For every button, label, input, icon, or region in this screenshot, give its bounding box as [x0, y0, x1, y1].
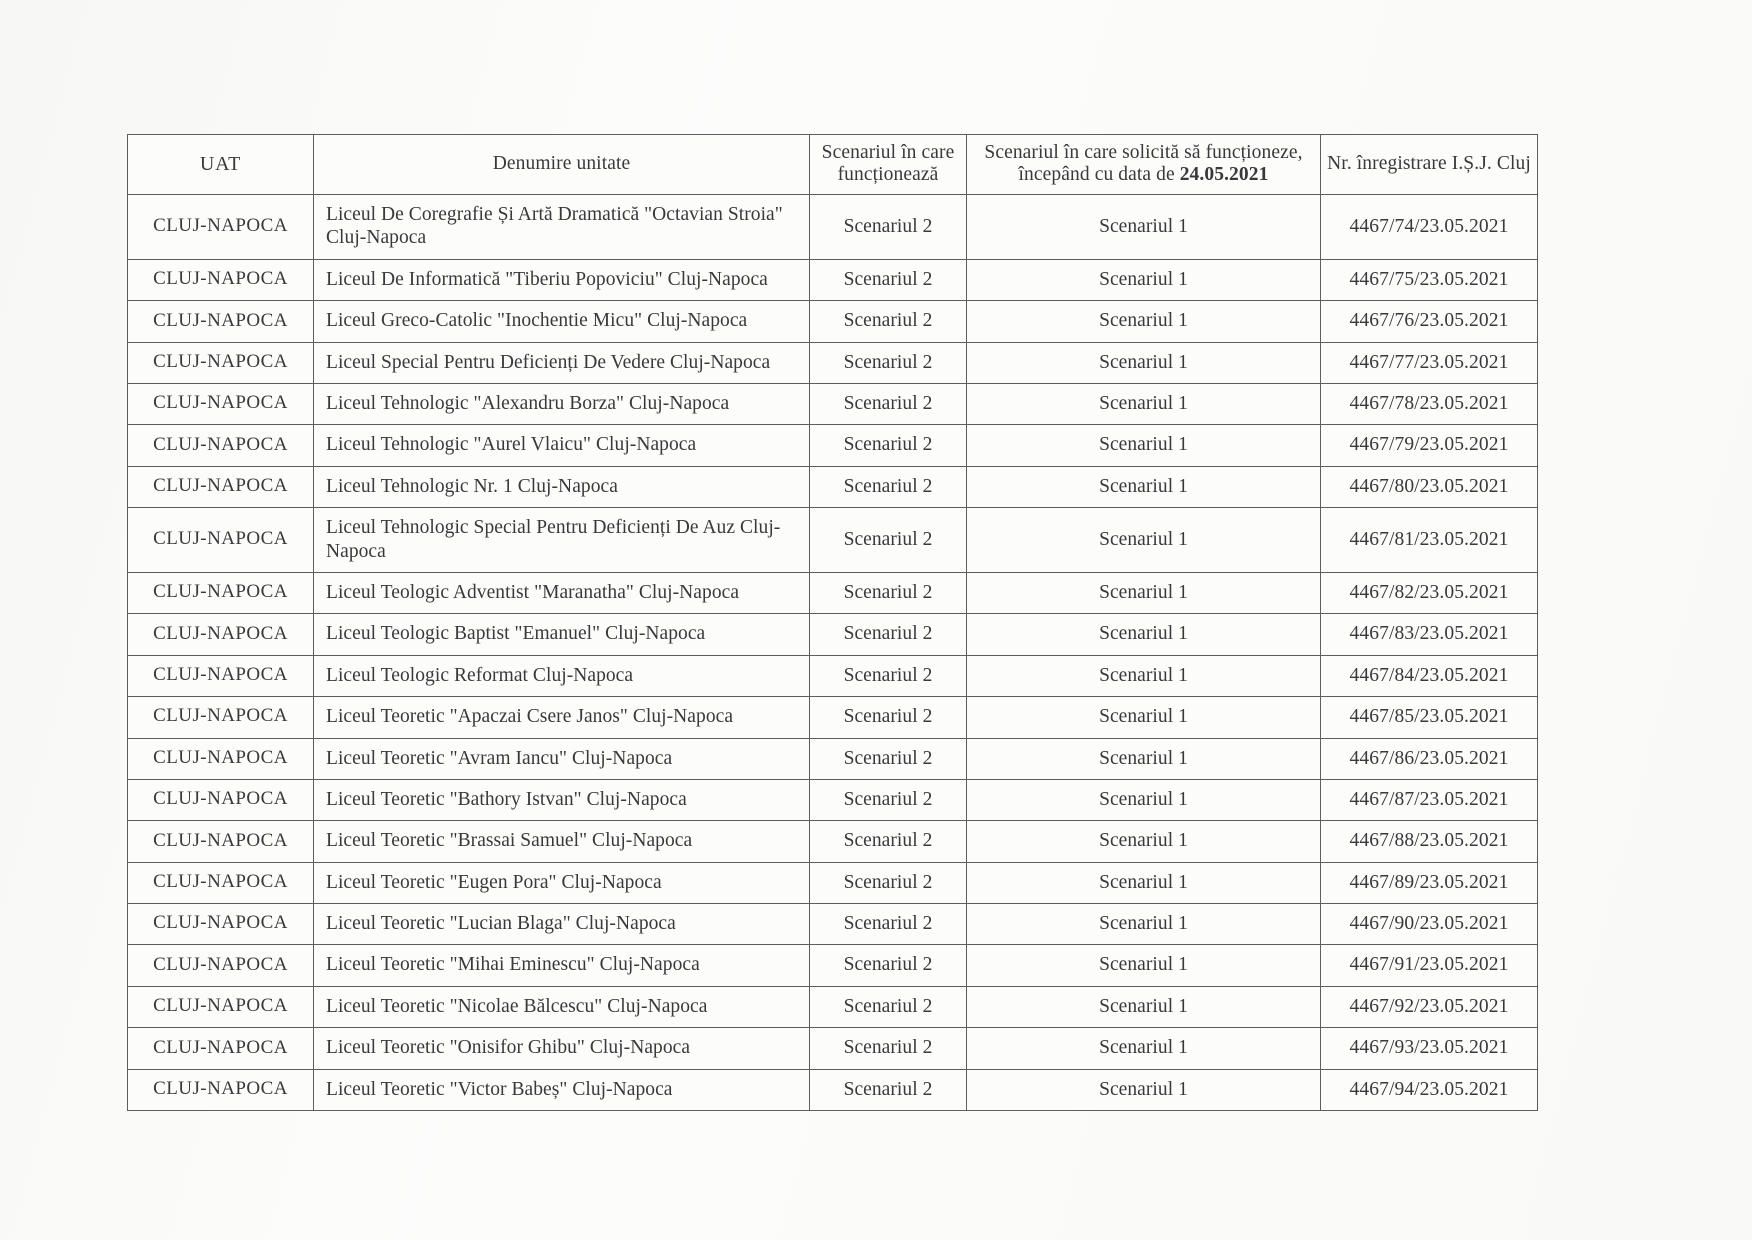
- table-row: [128, 342, 1538, 383]
- cell-uat: CLUJ-NAPOCA: [128, 195, 314, 260]
- cell-uat: CLUJ-NAPOCA: [128, 986, 314, 1027]
- cell-requested-scenario: Scenariul 1: [967, 259, 1321, 300]
- cell-requested-scenario: Scenariul 1: [967, 738, 1321, 779]
- cell-requested-scenario: Scenariul 1: [967, 862, 1321, 903]
- table-row: [128, 384, 1538, 425]
- cell-unit-name: Liceul Teoretic "Mihai Eminescu" Cluj-Napoca: [314, 945, 810, 986]
- cell-unit-name: Liceul Teoretic "Apaczai Csere Janos" Cluj-Napoca: [314, 697, 810, 738]
- column-header-unit-name: Denumire unitate: [314, 135, 810, 195]
- cell-unit-name: Liceul Teoretic "Eugen Pora" Cluj-Napoca: [314, 862, 810, 903]
- column-header-current-scenario: Scenariul în care funcționează: [810, 135, 967, 195]
- cell-registration: 4467/75/23.05.2021: [1321, 259, 1538, 300]
- cell-requested-scenario: Scenariul 1: [967, 1028, 1321, 1069]
- cell-unit-name: Liceul Teoretic "Brassai Samuel" Cluj-Napoca: [314, 821, 810, 862]
- cell-registration: 4467/76/23.05.2021: [1321, 301, 1538, 342]
- cell-unit-name: Liceul De Coregrafie Și Artă Dramatică "Octavian Stroia" Cluj-Napoca: [314, 195, 810, 260]
- table-row: [128, 655, 1538, 696]
- cell-registration: 4467/91/23.05.2021: [1321, 945, 1538, 986]
- table-row: [128, 195, 1538, 260]
- cell-uat: CLUJ-NAPOCA: [128, 1028, 314, 1069]
- table-row: [128, 425, 1538, 466]
- cell-uat: CLUJ-NAPOCA: [128, 614, 314, 655]
- cell-uat: CLUJ-NAPOCA: [128, 384, 314, 425]
- cell-current-scenario: Scenariul 2: [810, 508, 967, 573]
- cell-unit-name: Liceul Teoretic "Bathory Istvan" Cluj-Napoca: [314, 779, 810, 820]
- cell-unit-name: Liceul Special Pentru Deficienți De Vedere Cluj-Napoca: [314, 342, 810, 383]
- cell-uat: CLUJ-NAPOCA: [128, 945, 314, 986]
- cell-requested-scenario: Scenariul 1: [967, 655, 1321, 696]
- cell-requested-scenario: Scenariul 1: [967, 614, 1321, 655]
- table-row: [128, 1069, 1538, 1110]
- cell-registration: 4467/93/23.05.2021: [1321, 1028, 1538, 1069]
- cell-uat: CLUJ-NAPOCA: [128, 779, 314, 820]
- cell-uat: CLUJ-NAPOCA: [128, 342, 314, 383]
- cell-uat: CLUJ-NAPOCA: [128, 697, 314, 738]
- cell-current-scenario: Scenariul 2: [810, 655, 967, 696]
- cell-registration: 4467/84/23.05.2021: [1321, 655, 1538, 696]
- cell-requested-scenario: Scenariul 1: [967, 342, 1321, 383]
- table-row: [128, 986, 1538, 1027]
- table-row: [128, 1028, 1538, 1069]
- cell-requested-scenario: Scenariul 1: [967, 301, 1321, 342]
- cell-uat: CLUJ-NAPOCA: [128, 572, 314, 613]
- cell-current-scenario: Scenariul 2: [810, 342, 967, 383]
- cell-current-scenario: Scenariul 2: [810, 195, 967, 260]
- cell-registration: 4467/83/23.05.2021: [1321, 614, 1538, 655]
- table-row: [128, 301, 1538, 342]
- cell-current-scenario: Scenariul 2: [810, 862, 967, 903]
- cell-requested-scenario: Scenariul 1: [967, 572, 1321, 613]
- cell-unit-name: Liceul Teoretic "Nicolae Bălcescu" Cluj-Napoca: [314, 986, 810, 1027]
- cell-requested-scenario: Scenariul 1: [967, 384, 1321, 425]
- table-row: [128, 779, 1538, 820]
- cell-uat: CLUJ-NAPOCA: [128, 301, 314, 342]
- cell-current-scenario: Scenariul 2: [810, 904, 967, 945]
- cell-registration: 4467/74/23.05.2021: [1321, 195, 1538, 260]
- column-header-requested-scenario: [967, 135, 1321, 195]
- cell-unit-name: Liceul De Informatică "Tiberiu Popoviciu" Cluj-Napoca: [314, 259, 810, 300]
- cell-registration: 4467/77/23.05.2021: [1321, 342, 1538, 383]
- requested-scenario-label: Scenariul în care solicită să funcționeze, începând cu data de: [984, 142, 1303, 186]
- table-row: [128, 259, 1538, 300]
- cell-uat: CLUJ-NAPOCA: [128, 1069, 314, 1110]
- cell-registration: 4467/86/23.05.2021: [1321, 738, 1538, 779]
- cell-requested-scenario: Scenariul 1: [967, 986, 1321, 1027]
- table-row: [128, 572, 1538, 613]
- cell-uat: CLUJ-NAPOCA: [128, 508, 314, 573]
- table-row: [128, 945, 1538, 986]
- cell-current-scenario: Scenariul 2: [810, 259, 967, 300]
- cell-unit-name: Liceul Teologic Baptist "Emanuel" Cluj-Napoca: [314, 614, 810, 655]
- cell-unit-name: Liceul Teoretic "Avram Iancu" Cluj-Napoca: [314, 738, 810, 779]
- cell-unit-name: Liceul Tehnologic Nr. 1 Cluj-Napoca: [314, 466, 810, 507]
- cell-uat: CLUJ-NAPOCA: [128, 821, 314, 862]
- column-header-uat: UAT: [128, 135, 314, 195]
- cell-unit-name: Liceul Tehnologic Special Pentru Deficienți De Auz Cluj-Napoca: [314, 508, 810, 573]
- cell-current-scenario: Scenariul 2: [810, 697, 967, 738]
- cell-current-scenario: Scenariul 2: [810, 779, 967, 820]
- table-row: [128, 738, 1538, 779]
- cell-current-scenario: Scenariul 2: [810, 614, 967, 655]
- table-row: [128, 821, 1538, 862]
- cell-uat: CLUJ-NAPOCA: [128, 738, 314, 779]
- cell-requested-scenario: Scenariul 1: [967, 466, 1321, 507]
- cell-requested-scenario: Scenariul 1: [967, 425, 1321, 466]
- cell-requested-scenario: Scenariul 1: [967, 195, 1321, 260]
- cell-registration: 4467/88/23.05.2021: [1321, 821, 1538, 862]
- scenarios-table: [127, 134, 1538, 1111]
- cell-unit-name: Liceul Teoretic "Lucian Blaga" Cluj-Napoca: [314, 904, 810, 945]
- cell-current-scenario: Scenariul 2: [810, 945, 967, 986]
- cell-uat: CLUJ-NAPOCA: [128, 425, 314, 466]
- table-row: [128, 614, 1538, 655]
- cell-registration: 4467/85/23.05.2021: [1321, 697, 1538, 738]
- cell-uat: CLUJ-NAPOCA: [128, 655, 314, 696]
- cell-current-scenario: Scenariul 2: [810, 821, 967, 862]
- cell-requested-scenario: Scenariul 1: [967, 1069, 1321, 1110]
- cell-unit-name: Liceul Greco-Catolic "Inochentie Micu" Cluj-Napoca: [314, 301, 810, 342]
- cell-current-scenario: Scenariul 2: [810, 1069, 967, 1110]
- cell-unit-name: Liceul Teologic Adventist "Maranatha" Cluj-Napoca: [314, 572, 810, 613]
- column-header-registration: Nr. înregistrare I.Ș.J. Cluj: [1321, 135, 1538, 195]
- cell-registration: 4467/92/23.05.2021: [1321, 986, 1538, 1027]
- cell-registration: 4467/89/23.05.2021: [1321, 862, 1538, 903]
- table-row: [128, 466, 1538, 507]
- table-header: [128, 135, 1538, 195]
- cell-registration: 4467/79/23.05.2021: [1321, 425, 1538, 466]
- cell-unit-name: Liceul Teoretic "Onisifor Ghibu" Cluj-Napoca: [314, 1028, 810, 1069]
- table-header-row: [128, 135, 1538, 195]
- cell-requested-scenario: Scenariul 1: [967, 697, 1321, 738]
- cell-registration: 4467/81/23.05.2021: [1321, 508, 1538, 573]
- cell-current-scenario: Scenariul 2: [810, 572, 967, 613]
- cell-uat: CLUJ-NAPOCA: [128, 259, 314, 300]
- table-row: [128, 697, 1538, 738]
- cell-unit-name: Liceul Tehnologic "Alexandru Borza" Cluj-Napoca: [314, 384, 810, 425]
- cell-requested-scenario: Scenariul 1: [967, 904, 1321, 945]
- cell-registration: 4467/90/23.05.2021: [1321, 904, 1538, 945]
- cell-requested-scenario: Scenariul 1: [967, 821, 1321, 862]
- cell-registration: 4467/87/23.05.2021: [1321, 779, 1538, 820]
- scenarios-table-container: [127, 134, 1537, 1111]
- table-row: [128, 904, 1538, 945]
- cell-unit-name: Liceul Tehnologic "Aurel Vlaicu" Cluj-Napoca: [314, 425, 810, 466]
- cell-current-scenario: Scenariul 2: [810, 384, 967, 425]
- cell-registration: 4467/80/23.05.2021: [1321, 466, 1538, 507]
- cell-registration: 4467/82/23.05.2021: [1321, 572, 1538, 613]
- cell-requested-scenario: Scenariul 1: [967, 945, 1321, 986]
- cell-current-scenario: Scenariul 2: [810, 301, 967, 342]
- cell-unit-name: Liceul Teoretic "Victor Babeș" Cluj-Napoca: [314, 1069, 810, 1110]
- cell-requested-scenario: Scenariul 1: [967, 508, 1321, 573]
- cell-requested-scenario: Scenariul 1: [967, 779, 1321, 820]
- cell-uat: CLUJ-NAPOCA: [128, 862, 314, 903]
- table-row: [128, 862, 1538, 903]
- cell-unit-name: Liceul Teologic Reformat Cluj-Napoca: [314, 655, 810, 696]
- cell-current-scenario: Scenariul 2: [810, 1028, 967, 1069]
- cell-current-scenario: Scenariul 2: [810, 986, 967, 1027]
- cell-current-scenario: Scenariul 2: [810, 425, 967, 466]
- table-body: [128, 195, 1538, 1111]
- cell-uat: CLUJ-NAPOCA: [128, 466, 314, 507]
- cell-registration: 4467/78/23.05.2021: [1321, 384, 1538, 425]
- cell-current-scenario: Scenariul 2: [810, 738, 967, 779]
- cell-current-scenario: Scenariul 2: [810, 466, 967, 507]
- cell-uat: CLUJ-NAPOCA: [128, 904, 314, 945]
- requested-scenario-date: 24.05.2021: [1179, 164, 1269, 186]
- cell-registration: 4467/94/23.05.2021: [1321, 1069, 1538, 1110]
- table-row: [128, 508, 1538, 573]
